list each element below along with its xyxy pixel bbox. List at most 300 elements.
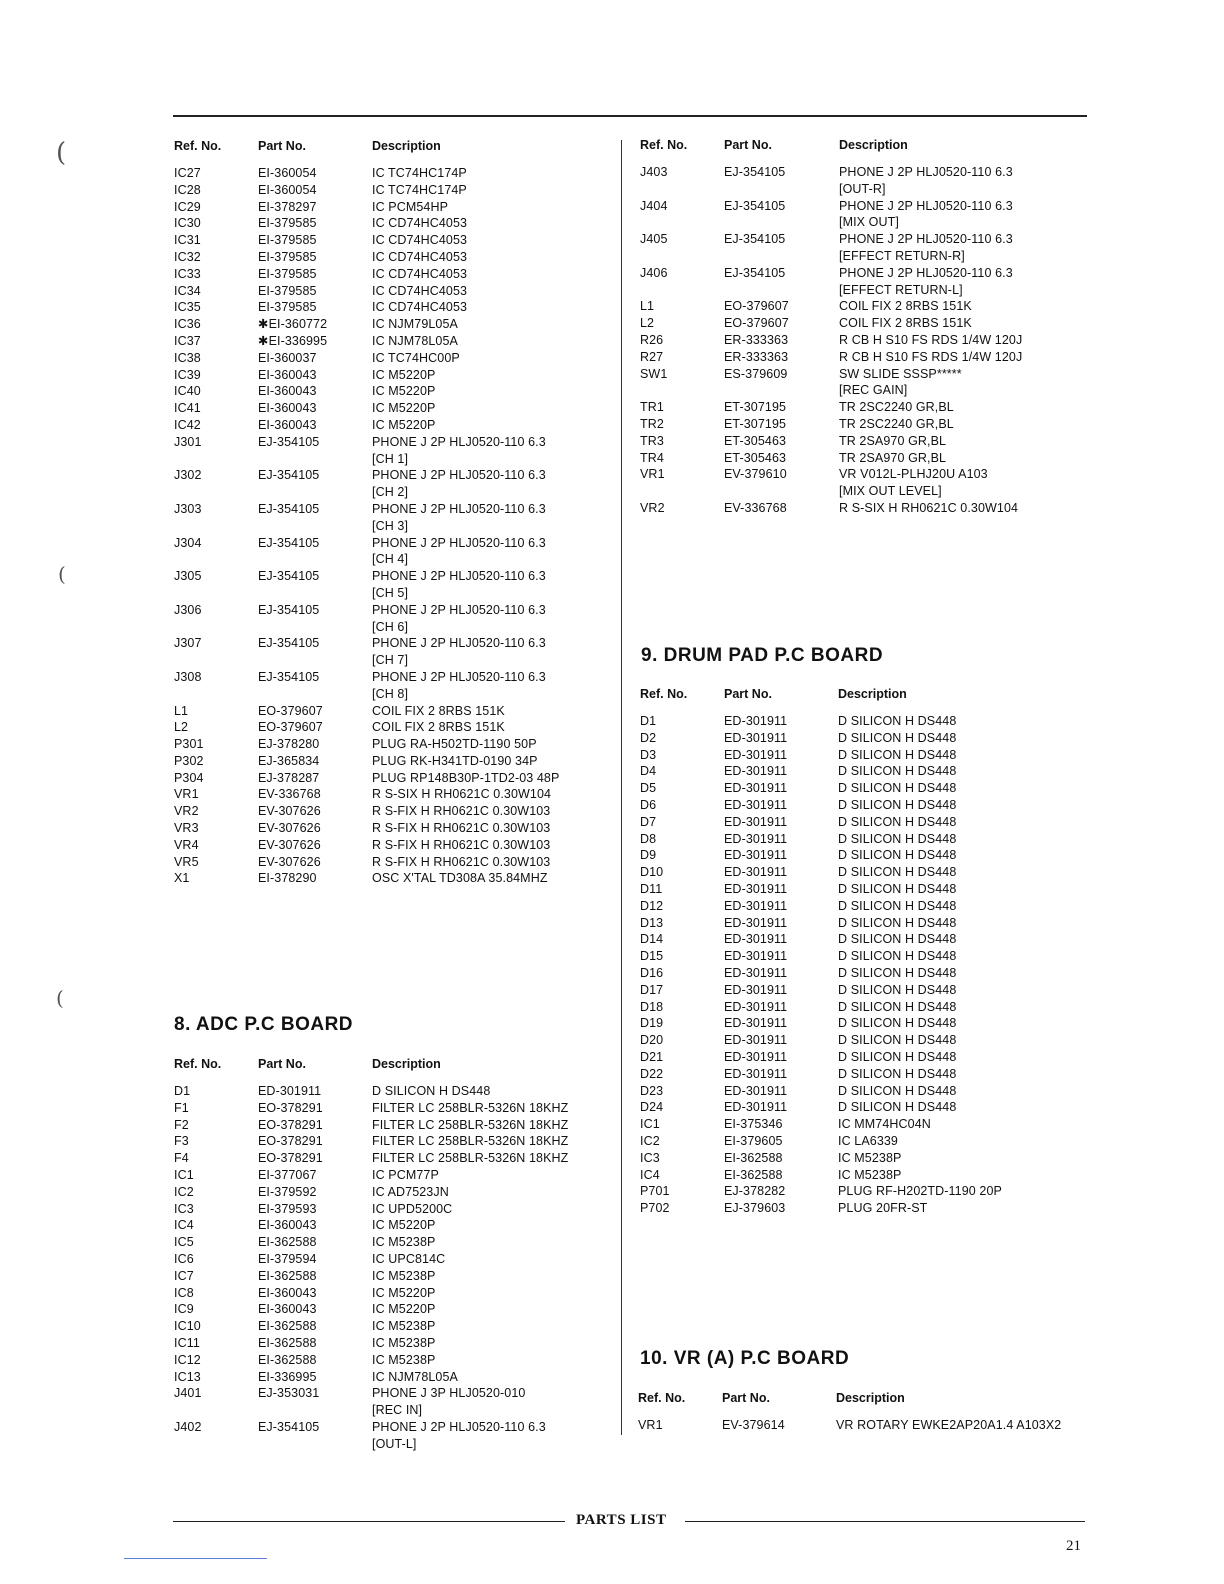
ref-no: D17 <box>640 982 664 997</box>
table-row <box>640 931 1090 948</box>
description <box>838 847 1090 864</box>
part-no: EJ-379603 <box>724 1201 786 1216</box>
table-row <box>174 736 604 753</box>
table-row <box>640 1116 1090 1133</box>
description-line: D SILICON H DS448 <box>838 1100 957 1115</box>
description-line: D SILICON H DS448 <box>838 932 957 947</box>
table-rows <box>638 1417 1088 1434</box>
description <box>838 1116 1090 1133</box>
part-no: ED-301911 <box>724 999 788 1014</box>
ref-no: IC10 <box>174 1319 201 1334</box>
table-row <box>640 450 1090 467</box>
description <box>839 198 1090 232</box>
header-desc: Description <box>372 1057 441 1071</box>
part-no: EI-379585 <box>258 300 317 315</box>
description <box>372 333 604 350</box>
description-line: D SILICON H DS448 <box>372 1084 491 1098</box>
ref-no: X1 <box>174 871 190 886</box>
description <box>838 713 1090 730</box>
part-no: EO-378291 <box>258 1134 323 1149</box>
ref-no: D18 <box>640 999 664 1014</box>
description-line: IC M5220P <box>372 401 436 416</box>
description <box>838 1183 1090 1200</box>
description-line: PHONE J 2P HLJ0520-110 6.3 <box>372 535 546 550</box>
part-no: EI-378297 <box>258 199 317 214</box>
description-line: D SILICON H DS448 <box>838 814 957 829</box>
part-no: ED-301911 <box>724 714 788 728</box>
description-line: D SILICON H DS448 <box>838 982 957 997</box>
part-no: EI-360043 <box>258 1218 317 1233</box>
description-line: D SILICON H DS448 <box>838 949 957 964</box>
part-no: EJ-365834 <box>258 753 320 768</box>
description-line: IC PCM54HP <box>372 199 449 214</box>
part-no: EV-379614 <box>722 1418 785 1432</box>
description <box>839 433 1090 450</box>
link-underline <box>124 1558 267 1559</box>
description-line: IC UPC814C <box>372 1251 446 1266</box>
part-no: EJ-354105 <box>258 434 320 449</box>
description <box>372 182 604 199</box>
ref-no: IC13 <box>174 1369 201 1384</box>
table-row <box>174 215 604 232</box>
ref-no: D4 <box>640 764 657 779</box>
ref-no: L2 <box>640 316 655 331</box>
ref-no: D19 <box>640 1016 664 1031</box>
description <box>372 199 604 216</box>
description <box>839 164 1090 198</box>
table-row <box>174 266 604 283</box>
description-line: IC M5238P <box>372 1235 436 1250</box>
table-row <box>640 366 1090 400</box>
ref-no: P302 <box>174 753 204 768</box>
description-line: TR 2SC2240 GR,BL <box>839 400 954 415</box>
description <box>372 299 604 316</box>
table-row <box>640 332 1090 349</box>
table-row <box>640 1049 1090 1066</box>
table-row <box>174 467 604 501</box>
part-no: ED-301911 <box>724 965 788 980</box>
ref-no: D3 <box>640 747 657 762</box>
description-line: D SILICON H DS448 <box>838 714 957 728</box>
description <box>372 367 604 384</box>
description-line: D SILICON H DS448 <box>838 915 957 930</box>
description <box>839 349 1090 366</box>
description <box>838 965 1090 982</box>
description <box>372 1285 604 1302</box>
description-line: IC TC74HC00P <box>372 350 460 365</box>
ref-no: VR4 <box>174 837 199 852</box>
description-line: D SILICON H DS448 <box>838 965 957 980</box>
description-line: D SILICON H DS448 <box>838 1083 957 1098</box>
description-line: IC CD74HC4053 <box>372 249 468 264</box>
part-no: EI-379585 <box>258 216 317 231</box>
table-row <box>174 1150 604 1167</box>
table-row <box>174 165 604 182</box>
description <box>372 1251 604 1268</box>
part-no: ED-301911 <box>724 1100 788 1115</box>
part-no: EI-362588 <box>258 1235 317 1250</box>
description <box>838 881 1090 898</box>
description-line: [CH 1] <box>372 451 409 466</box>
description-line: PHONE J 2P HLJ0520-110 6.3 <box>839 198 1013 213</box>
description-line: D SILICON H DS448 <box>838 797 957 812</box>
table-row <box>174 753 604 770</box>
part-no: EJ-354105 <box>258 1419 320 1434</box>
header-ref: Ref. No. <box>174 139 222 153</box>
table-row <box>174 1335 604 1352</box>
description <box>372 719 604 736</box>
drum-pad-table <box>640 686 1090 1217</box>
part-no: ED-301911 <box>724 1049 788 1064</box>
part-no: EO-379607 <box>724 316 789 331</box>
description-line: IC PCM77P <box>372 1167 439 1182</box>
table-header <box>640 137 1090 154</box>
description <box>838 730 1090 747</box>
table-row <box>640 433 1090 450</box>
part-no: ES-379609 <box>724 366 788 381</box>
part-no: EI-378290 <box>258 871 317 886</box>
description-line: IC CD74HC4053 <box>372 216 468 231</box>
ref-no: D16 <box>640 965 664 980</box>
ref-no: D13 <box>640 915 664 930</box>
part-no: EI-362588 <box>258 1268 317 1283</box>
ref-no: J308 <box>174 669 202 684</box>
table-row <box>174 182 604 199</box>
table-row <box>640 780 1090 797</box>
description-line: IC AD7523JN <box>372 1184 449 1199</box>
part-no: EJ-354105 <box>724 232 786 247</box>
ref-no: IC37 <box>174 333 201 348</box>
description <box>372 283 604 300</box>
part-no: EJ-354105 <box>258 669 320 684</box>
part-no: EI-379593 <box>258 1201 317 1216</box>
ref-no: IC32 <box>174 249 201 264</box>
table-row <box>174 1301 604 1318</box>
description-line: PHONE J 2P HLJ0520-110 6.3 <box>372 1419 546 1434</box>
description-line: IC TC74HC174P <box>372 182 467 197</box>
part-no: ED-301911 <box>724 982 788 997</box>
ref-no: IC42 <box>174 417 201 432</box>
ref-no: TR3 <box>640 433 664 448</box>
table-row <box>174 1117 604 1134</box>
description <box>372 535 604 569</box>
table-row <box>174 1285 604 1302</box>
part-no: EV-336768 <box>258 787 321 802</box>
description-line: PHONE J 2P HLJ0520-110 6.3 <box>839 265 1013 280</box>
part-no: ED-301911 <box>724 764 788 779</box>
part-no: EI-360043 <box>258 401 317 416</box>
part-no: EI-360043 <box>258 367 317 382</box>
description <box>372 803 604 820</box>
description <box>372 434 604 468</box>
description <box>372 820 604 837</box>
part-no: ED-301911 <box>724 1066 788 1081</box>
ref-no: J302 <box>174 468 202 483</box>
ref-no: IC30 <box>174 216 201 231</box>
table-row <box>640 1183 1090 1200</box>
table-row <box>174 635 604 669</box>
ref-no: IC29 <box>174 199 201 214</box>
description <box>838 797 1090 814</box>
description-line: IC M5238P <box>372 1335 436 1350</box>
table-row <box>174 1100 604 1117</box>
footer-label: PARTS LIST <box>576 1512 667 1528</box>
ref-no: P701 <box>640 1184 670 1199</box>
part-no: EJ-354105 <box>258 468 320 483</box>
table-row <box>174 786 604 803</box>
table-row <box>174 1083 604 1100</box>
part-no: EI-362588 <box>724 1150 783 1165</box>
table-row <box>174 870 604 887</box>
description-line: PLUG 20FR-ST <box>838 1201 928 1216</box>
description <box>838 931 1090 948</box>
part-no: ED-301911 <box>724 865 788 880</box>
description <box>372 1301 604 1318</box>
part-no: ED-301911 <box>724 797 788 812</box>
description-line: PHONE J 2P HLJ0520-110 6.3 <box>839 165 1013 179</box>
part-no: EI-379585 <box>258 249 317 264</box>
ref-no: IC9 <box>174 1302 194 1317</box>
part-no: EI-379592 <box>258 1184 317 1199</box>
description-line: [OUT-L] <box>372 1436 417 1451</box>
description-line: IC NJM78L05A <box>372 333 458 348</box>
table-row <box>174 1217 604 1234</box>
table-header <box>174 1056 604 1073</box>
description-line: D SILICON H DS448 <box>838 1016 957 1031</box>
ref-no: IC34 <box>174 283 201 298</box>
ref-no: IC5 <box>174 1235 194 1250</box>
part-no: EO-379607 <box>258 703 323 718</box>
description-line: [EFFECT RETURN-L] <box>839 282 963 297</box>
description-line: IC M5238P <box>372 1319 436 1334</box>
description-line: TR 2SC2240 GR,BL <box>839 416 954 431</box>
table-row <box>174 199 604 216</box>
table-row <box>640 265 1090 299</box>
table-row <box>174 1167 604 1184</box>
table-row <box>174 383 604 400</box>
description-line: FILTER LC 258BLR-5326N 18KHZ <box>372 1117 569 1132</box>
part-no: EJ-354105 <box>258 636 320 651</box>
description-line: R CB H S10 FS RDS 1/4W 120J <box>839 349 1023 364</box>
description <box>839 265 1090 299</box>
description-line: [CH 6] <box>372 619 409 634</box>
part-no: ED-301911 <box>724 1033 788 1048</box>
ref-no: F3 <box>174 1134 189 1149</box>
table-row <box>174 333 604 350</box>
description <box>372 669 604 703</box>
ref-no: P702 <box>640 1201 670 1216</box>
description-line: R CB H S10 FS RDS 1/4W 120J <box>839 332 1023 347</box>
description-line: [MIX OUT] <box>839 215 899 230</box>
top-rule <box>173 115 1087 117</box>
description <box>372 770 604 787</box>
part-no: EI-360037 <box>258 350 317 365</box>
ref-no: IC7 <box>174 1268 194 1283</box>
description <box>372 501 604 535</box>
description-line: PHONE J 3P HLJ0520-010 <box>372 1386 526 1401</box>
description-line: PHONE J 2P HLJ0520-110 6.3 <box>372 434 546 449</box>
table-row <box>174 501 604 535</box>
header-ref: Ref. No. <box>640 687 688 701</box>
ref-no: D1 <box>174 1084 191 1098</box>
ref-no: D7 <box>640 814 657 829</box>
part-no: EJ-354105 <box>724 165 786 179</box>
table-row <box>174 1369 604 1386</box>
description-line: IC M5238P <box>372 1268 436 1283</box>
description <box>372 383 604 400</box>
description-line: PHONE J 2P HLJ0520-110 6.3 <box>372 669 546 684</box>
part-no: EJ-354105 <box>724 265 786 280</box>
description-line: D SILICON H DS448 <box>838 898 957 913</box>
table-row <box>640 1133 1090 1150</box>
table-row <box>640 231 1090 265</box>
description <box>372 1419 604 1453</box>
table-row <box>174 299 604 316</box>
ref-no: IC28 <box>174 182 201 197</box>
ref-no: J404 <box>640 198 668 213</box>
table-row <box>174 1419 604 1453</box>
table-row <box>174 1318 604 1335</box>
part-no: ER-333363 <box>724 332 789 347</box>
description-line: PHONE J 2P HLJ0520-110 6.3 <box>372 501 546 516</box>
table-row <box>640 349 1090 366</box>
table-row <box>640 797 1090 814</box>
table-row <box>640 500 1090 517</box>
description-line: IC CD74HC4053 <box>372 283 468 298</box>
description <box>838 999 1090 1016</box>
part-no: EV-336768 <box>724 500 787 515</box>
description-line: IC CD74HC4053 <box>372 300 468 315</box>
part-no: EO-378291 <box>258 1117 323 1132</box>
ref-no: IC27 <box>174 166 201 180</box>
part-no: ED-301911 <box>724 1083 788 1098</box>
table-row <box>640 814 1090 831</box>
table-row <box>174 602 604 636</box>
header-desc: Description <box>838 687 907 701</box>
description <box>372 1318 604 1335</box>
ref-no: J303 <box>174 501 202 516</box>
description-line: R S-FIX H RH0621C 0.30W103 <box>372 837 551 852</box>
header-desc: Description <box>372 139 441 153</box>
ref-no: IC38 <box>174 350 201 365</box>
description <box>838 780 1090 797</box>
table-row <box>640 965 1090 982</box>
ref-no: J402 <box>174 1419 202 1434</box>
table-row <box>640 198 1090 232</box>
margin-mark: ( <box>56 138 67 168</box>
table-rows <box>174 165 604 887</box>
table-row <box>174 1385 604 1419</box>
description-line: OSC X'TAL TD308A 35.84MHZ <box>372 871 548 886</box>
part-no: ET-307195 <box>724 416 787 431</box>
table-row <box>174 837 604 854</box>
description-line: SW SLIDE SSSP***** <box>839 366 962 381</box>
header-ref: Ref. No. <box>638 1391 686 1405</box>
description <box>372 350 604 367</box>
part-no: ✱EI-336995 <box>258 333 328 348</box>
table-header <box>640 686 1090 703</box>
table-row <box>640 763 1090 780</box>
header-desc: Description <box>836 1391 905 1405</box>
table-row <box>174 770 604 787</box>
description <box>372 568 604 602</box>
part-no: ED-301911 <box>724 730 788 745</box>
description <box>838 1099 1090 1116</box>
ref-no: J304 <box>174 535 202 550</box>
description <box>838 1066 1090 1083</box>
ref-no: TR1 <box>640 400 664 415</box>
ref-no: D6 <box>640 797 657 812</box>
header-ref: Ref. No. <box>174 1057 222 1071</box>
description-line: D SILICON H DS448 <box>838 747 957 762</box>
table-row <box>640 416 1090 433</box>
description <box>372 215 604 232</box>
description <box>838 915 1090 932</box>
ref-no: IC35 <box>174 300 201 315</box>
ref-no: IC31 <box>174 233 201 248</box>
description <box>372 736 604 753</box>
margin-mark: ( <box>58 562 66 586</box>
table-row <box>174 316 604 333</box>
description <box>372 602 604 636</box>
header-part: Part No. <box>258 1057 306 1071</box>
part-no: EO-379607 <box>258 720 323 735</box>
ref-no: TR4 <box>640 450 664 465</box>
table-row <box>174 350 604 367</box>
part-no: EI-360054 <box>258 166 317 180</box>
description <box>372 232 604 249</box>
description <box>839 500 1090 517</box>
header-part: Part No. <box>722 1391 770 1405</box>
parts-table-continued <box>174 138 604 887</box>
description-line: D SILICON H DS448 <box>838 999 957 1014</box>
part-no: EJ-354105 <box>258 602 320 617</box>
part-no: ✱EI-360772 <box>258 317 328 332</box>
part-no: EI-379585 <box>258 283 317 298</box>
part-no: EV-307626 <box>258 804 321 819</box>
description <box>838 982 1090 999</box>
table-rows <box>640 713 1090 1217</box>
part-no: ED-301911 <box>724 932 788 947</box>
table-row <box>174 1184 604 1201</box>
ref-no: D2 <box>640 730 657 745</box>
adc-table <box>174 1056 604 1453</box>
part-no: ED-301911 <box>724 949 788 964</box>
description <box>839 332 1090 349</box>
description <box>839 399 1090 416</box>
description <box>372 417 604 434</box>
ref-no: J306 <box>174 602 202 617</box>
table-row <box>640 466 1090 500</box>
part-no: ED-301911 <box>724 848 788 863</box>
table-row <box>640 315 1090 332</box>
header-part: Part No. <box>724 687 772 701</box>
ref-no: L1 <box>174 703 189 718</box>
ref-no: VR5 <box>174 854 199 869</box>
ref-no: D21 <box>640 1049 664 1064</box>
table-header <box>174 138 604 155</box>
description <box>839 315 1090 332</box>
description-line: D SILICON H DS448 <box>838 764 957 779</box>
ref-no: VR1 <box>640 467 665 482</box>
description <box>372 1369 604 1386</box>
ref-no: D15 <box>640 949 664 964</box>
table-row <box>640 982 1090 999</box>
description <box>372 1385 604 1419</box>
table-row <box>640 847 1090 864</box>
part-no: EJ-354105 <box>258 501 320 516</box>
page-number: 21 <box>1066 1538 1081 1554</box>
